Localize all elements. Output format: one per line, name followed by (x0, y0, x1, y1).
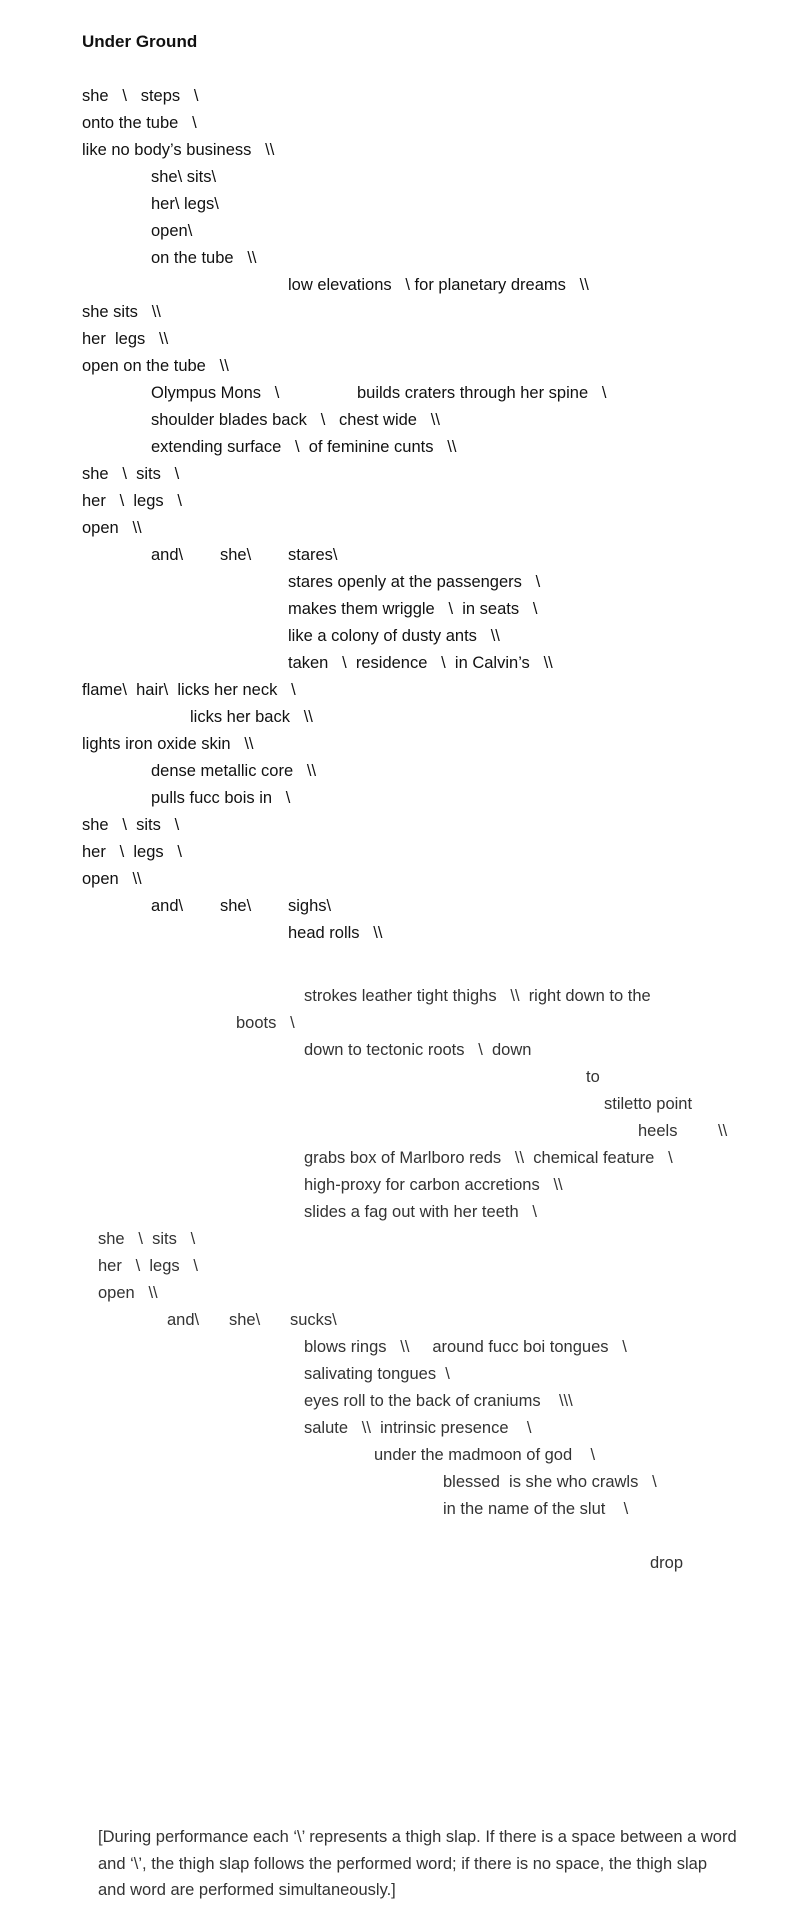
poem-line: open\ (151, 222, 193, 240)
poem-line: she\ sits\ (151, 168, 217, 186)
poem-line: makes them wriggle \ in seats \ (288, 600, 538, 618)
poem-line: dense metallic core \\ (151, 762, 317, 780)
poem-line: on the tube \\ (151, 249, 257, 267)
poem-line: she \ sits \ (82, 816, 180, 834)
poem-line: like a colony of dusty ants \\ (288, 627, 500, 645)
poem-line: slides a fag out with her teeth \ (304, 1203, 537, 1221)
poem-line: Olympus Mons \ (151, 384, 280, 402)
poem-line: drop (650, 1554, 684, 1572)
poem-line: strokes leather tight thighs \\ right down to the (304, 987, 651, 1005)
poem-line: sighs\ (288, 897, 332, 915)
poem-line: extending surface \ of feminine cunts \\ (151, 438, 457, 456)
poem-line: onto the tube \ (82, 114, 197, 132)
poem-line: and\ (151, 546, 184, 564)
poem-line: \\ (718, 1122, 728, 1140)
poem-line: like no body’s business \\ (82, 141, 275, 159)
poem-line: she\ (220, 897, 252, 915)
poem-line: down to tectonic roots \ down (304, 1041, 532, 1059)
poem-line: she \ sits \ (82, 465, 180, 483)
poem-line: heels (638, 1122, 678, 1140)
poem-line: sucks\ (290, 1311, 337, 1329)
poem-line: high-proxy for carbon accretions \\ (304, 1176, 563, 1194)
poem-line: in the name of the slut \ (443, 1500, 629, 1518)
poem-line: her legs \\ (82, 330, 169, 348)
poem-line: shoulder blades back \ chest wide \\ (151, 411, 440, 429)
poem-line: stares\ (288, 546, 338, 564)
poem-line: she\ (220, 546, 252, 564)
performance-note: [During performance each ‘\’ represents a thigh slap. If there is a space between a word and ‘\’, the thigh slap follows the performed word; if there is no space, the thigh slap and word are performed simultaneously.] (98, 1828, 737, 1899)
poem-line: low elevations \ for planetary dreams \\ (288, 276, 589, 294)
poem-line: open \\ (98, 1284, 158, 1302)
poem-line: grabs box of Marlboro reds \\ chemical feature \ (304, 1149, 673, 1167)
poem-line: stares openly at the passengers \ (288, 573, 541, 591)
poem-line: her\ legs\ (151, 195, 219, 213)
poem-line: she sits \\ (82, 303, 161, 321)
poem-line: she\ (229, 1311, 261, 1329)
poem-line: head rolls \\ (288, 924, 383, 942)
poem-line: lights iron oxide skin \\ (82, 735, 254, 753)
poem-line: and\ (167, 1311, 200, 1329)
poem-line: blessed is she who crawls \ (443, 1473, 657, 1491)
poem-line: licks her back \\ (190, 708, 313, 726)
poem-line: eyes roll to the back of craniums \\\ (304, 1392, 573, 1410)
poem-line: open on the tube \\ (82, 357, 229, 375)
poem-line: her \ legs \ (82, 843, 182, 861)
poem-line: taken \ residence \ in Calvin’s \\ (288, 654, 553, 672)
poem-line: open \\ (82, 519, 142, 537)
poem-line: her \ legs \ (82, 492, 182, 510)
poem-line: flame\ hair\ licks her neck \ (82, 681, 296, 699)
poem-line: her \ legs \ (98, 1257, 198, 1275)
poem-line: salute \\ intrinsic presence \ (304, 1419, 532, 1437)
poem-line: open \\ (82, 870, 142, 888)
poem-line: pulls fucc bois in \ (151, 789, 291, 807)
poem-line: and\ (151, 897, 184, 915)
poem-line: salivating tongues \ (304, 1365, 450, 1383)
poem-title: Under Ground (82, 32, 198, 51)
poem-line: under the madmoon of god \ (374, 1446, 596, 1464)
poem-line: boots \ (236, 1014, 295, 1032)
poem-line: to (586, 1068, 600, 1086)
poem-line: she \ steps \ (82, 87, 199, 105)
poem-line: stiletto point (604, 1095, 693, 1113)
poem-line: blows rings \\ around fucc boi tongues \ (304, 1338, 627, 1356)
poem-line: builds craters through her spine \ (357, 384, 607, 402)
poem-line: she \ sits \ (98, 1230, 196, 1248)
